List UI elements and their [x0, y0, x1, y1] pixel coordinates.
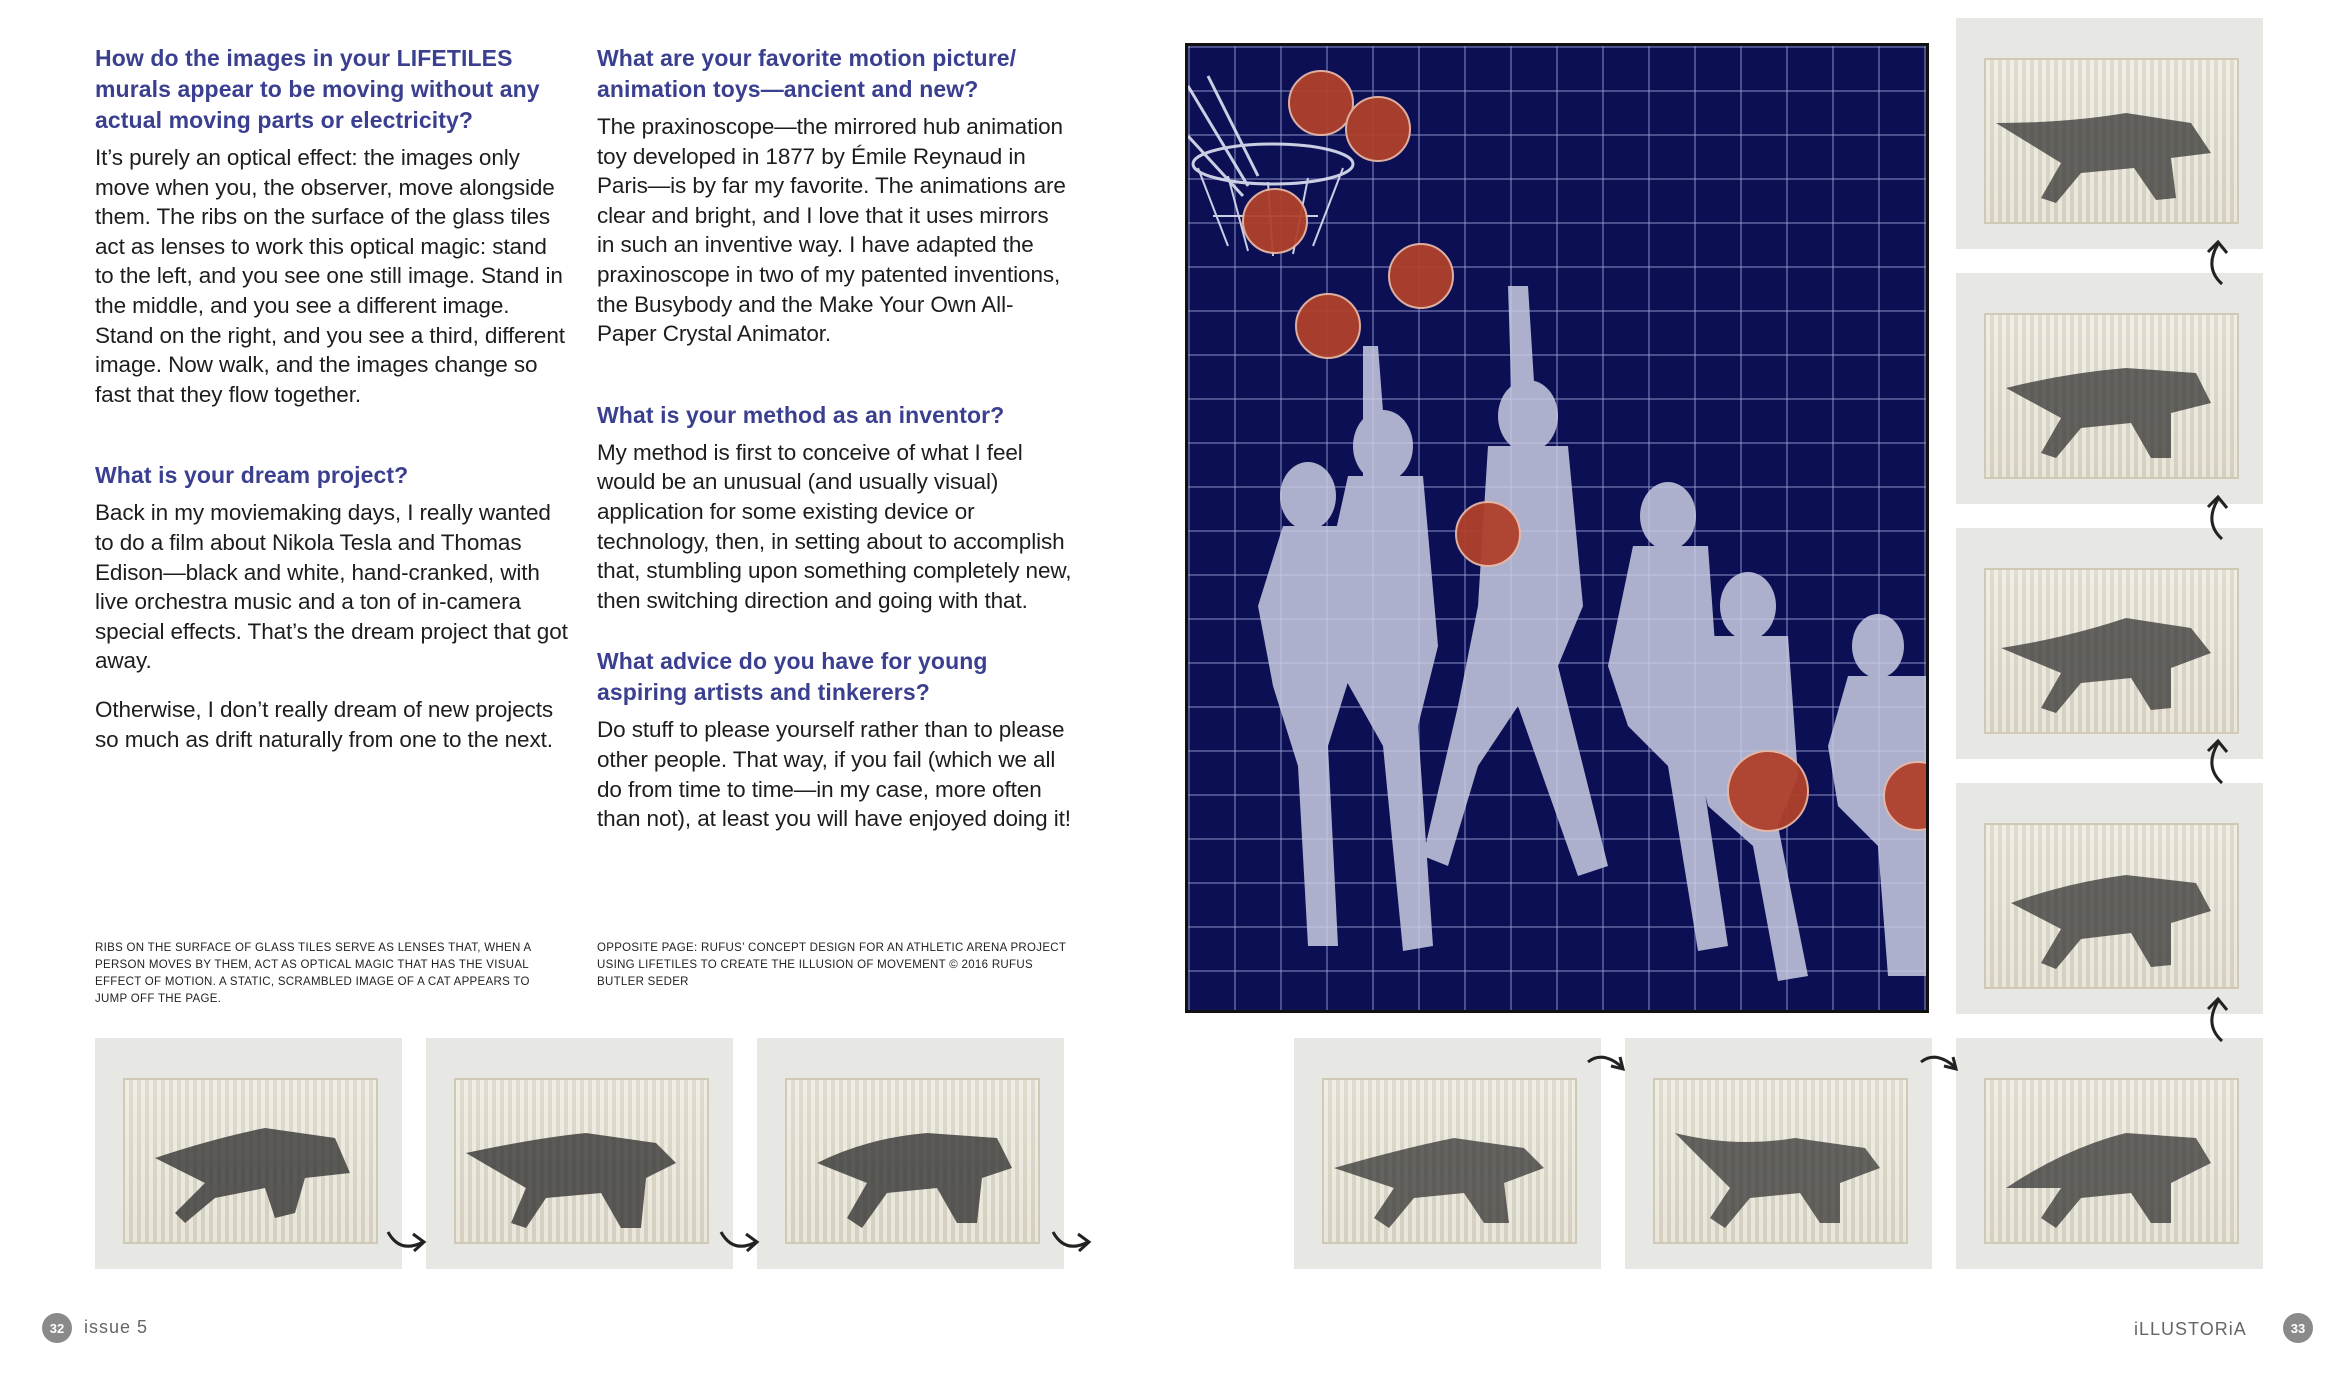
page-number-left: 32: [42, 1313, 72, 1343]
basketball-players-illustration: [1188, 46, 1929, 1013]
cat-tile-photo: [1956, 528, 2263, 759]
answer-lifetiles: It’s purely an optical effect: the images only move when you, the observer, move alongside them. The ribs on the surface of the glass tiles act as lenses to work this optical magic: stand to the left, and you see one still image. Stand in the middle, and you see a different image. Stand on the right, and you see a third, different image. Now walk, and the images change so fast that they flow together.: [95, 145, 565, 407]
answer-advice: Do stuff to please yourself rather than to please other people. That way, if you fail (which we all do from time to time—in my case, more often than not), at least you will have enjoyed doing it!: [597, 717, 1071, 832]
arrow-up-icon: [2200, 493, 2234, 543]
answer-dream-project-continued: Otherwise, I don’t really dream of new projects so much as drift naturally from one to the next.: [95, 696, 554, 752]
magazine-name: iLLUSTORiA: [2134, 1319, 2247, 1339]
basketball-concept-artwork: [1185, 43, 1929, 1013]
answer-inventor-method: My method is first to conceive of what I feel would be an unusual (and usually visual) application for some existing device or technology, then, in setting about to accomplish that, stumbling upon something completely new, then switching direction and going with that.: [597, 439, 1072, 613]
cat-tile-photo: [426, 1038, 733, 1269]
question-inventor-method: What is your method as an inventor?: [597, 401, 1005, 428]
cat-tile-photo: [95, 1038, 402, 1269]
question-animation-toys: What are your favorite motion picture/ animation toys—ancient and new?: [597, 45, 1017, 102]
arrow-right-icon: [1918, 1048, 1962, 1082]
caption-glass-tiles: RIBS ON THE SURFACE OF GLASS TILES SERVE AS LENSES THAT, WHEN A PERSON MOVES BY THEM, ACT AS OPTICAL MAGIC THAT HAS THE VISUAL EFFECT OF MOTION. A STATIC, SCRAMBLED IMAGE OF A CAT APPEARS TO JUMP OFF THE PAGE.: [95, 942, 531, 1005]
arrow-up-icon: [2200, 238, 2234, 288]
cat-tile-photo: [1956, 273, 2263, 504]
arrow-up-icon: [2200, 995, 2234, 1045]
arrow-right-icon: [385, 1222, 429, 1256]
cat-tile-photo: [1956, 783, 2263, 1014]
answer-dream-project: Back in my moviemaking days, I really wanted to do a film about Nikola Tesla and Thomas Edison—black and white, hand-cranked, with live orchestra music and a ton of in-camera special effects. That’s the dream project that got away.: [95, 500, 568, 674]
arrow-right-icon: [1585, 1048, 1629, 1082]
arrow-right-icon: [1050, 1222, 1094, 1256]
answer-animation-toys: The praxinoscope—the mirrored hub animation toy developed in 1877 by Émile Reynaud in Paris—is by far my favorite. The animations are clear and bright, and I love that it uses mirrors in such an inventive way. I have adapted the praxinoscope in two of my patented inventions, the Busybody and the Make Your Own All-Paper Crystal Animator.: [597, 114, 1066, 347]
arrow-up-icon: [2200, 737, 2234, 787]
right-text-column: [597, 43, 1072, 834]
left-text-column: [95, 43, 570, 754]
cat-tile-photo: [1294, 1038, 1601, 1269]
question-advice: What advice do you have for young aspiring artists and tinkerers?: [597, 648, 988, 706]
caption-arena-design: OPPOSITE PAGE: RUFUS’ CONCEPT DESIGN FOR AN ATHLETIC ARENA PROJECT USING LIFETILES TO CREATE THE ILLUSION OF MOVEMENT © 2016 RUFUS BUTLER SEDER: [597, 942, 1067, 988]
question-dream-project: What is your dream project?: [95, 462, 409, 489]
page-number-right: 33: [2283, 1313, 2313, 1343]
issue-label: issue 5: [84, 1317, 149, 1337]
question-lifetiles: How do the images in your LIFETILES murals appear to be moving without any actual moving parts or electricity?: [95, 45, 540, 133]
arrow-right-icon: [718, 1222, 762, 1256]
cat-tile-photo: [757, 1038, 1064, 1269]
cat-tile-photo: [1956, 18, 2263, 249]
cat-tile-photo: [1625, 1038, 1932, 1269]
cat-tile-photo: [1956, 1038, 2263, 1269]
